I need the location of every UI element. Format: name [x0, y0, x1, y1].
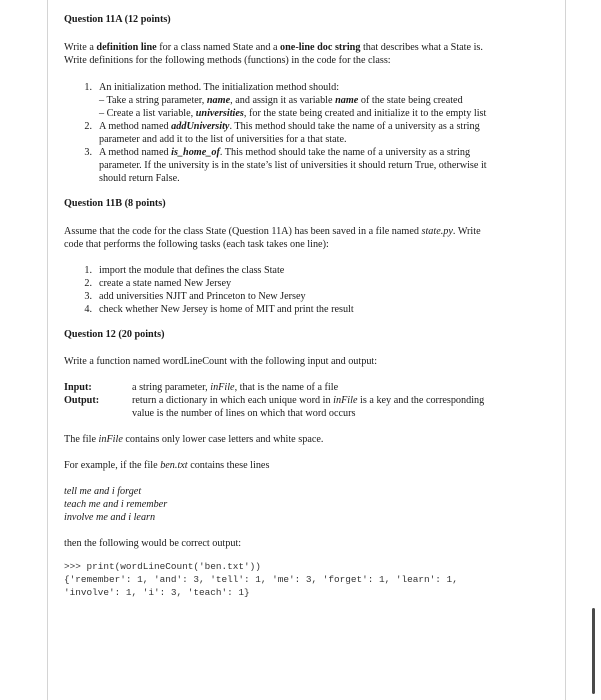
q12-heading: Question 12 (20 points) [64, 329, 165, 340]
q11b-item1-text: import the module that defines the class State [99, 265, 285, 276]
q11a-item1-number: 1. [84, 82, 92, 93]
q12-then-text: then the following would be correct output: [64, 538, 242, 549]
q11b-item4-text: check whether New Jersey is home of MIT and print the result [99, 304, 354, 315]
q11a-item3-line3: should return False. [99, 173, 180, 184]
q11b-intro-line2: code that performs the following tasks (each task takes one line): [64, 239, 329, 250]
q12-output-line1: return a dictionary in which each unique word in inFile is a key and the corresponding [132, 395, 485, 406]
q12-output-line2: value is the number of lines on which that word occurs [132, 408, 356, 419]
q11b-heading: Question 11B (8 points) [64, 198, 166, 209]
q11a-item2-line1: A method named addUniversity. This method should take the name of a university as a string [99, 121, 480, 132]
q11a-item2-number: 2. [84, 121, 92, 132]
q12-output-label: Output: [64, 395, 100, 406]
q12-example-note: For example, if the file ben.txt contains these lines [64, 460, 270, 471]
page-left-border [47, 0, 48, 700]
q11a-item1-line2: – Take a string parameter, name, and assign it as variable name of the state being created [99, 95, 463, 106]
q11b-item3-text: add universities NJIT and Princeton to New Jersey [99, 291, 306, 302]
q11b-item2-number: 2. [84, 278, 92, 289]
q12-code-line3: 'involve': 1, 'i': 3, 'teach': 1} [64, 587, 250, 598]
q12-input-label: Input: [64, 382, 92, 393]
q11a-intro-line1: Write a definition line for a class named State and a one-line doc string that describes what a State is. [64, 42, 483, 53]
q12-code-line2: {'remember': 1, 'and': 3, 'tell': 1, 'me': 3, 'forget': 1, 'learn': 1, [64, 574, 458, 585]
q12-code-line1: >>> print(wordLineCount('ben.txt')) [64, 561, 261, 572]
q12-poem-line2: teach me and i remember [64, 499, 168, 510]
q12-poem-line1: tell me and i forget [64, 486, 142, 497]
q11a-item3-number: 3. [84, 147, 92, 158]
q11b-intro-line1: Assume that the code for the class State (Question 11A) has been saved in a file named state.py. Write [64, 226, 481, 237]
q11b-item2-text: create a state named New Jersey [99, 278, 232, 289]
q11a-item3-line2: parameter. If the university is in the state’s list of universities it should return True, otherwise it [99, 160, 487, 171]
q11b-item1-number: 1. [84, 265, 92, 276]
q11b-item3-number: 3. [84, 291, 92, 302]
page-right-border [565, 0, 566, 700]
q12-poem-line3: involve me and i learn [64, 512, 156, 523]
q11a-item1-line3: – Create a list variable, universities, for the state being created and initialize it to the empty list [99, 108, 487, 119]
q12-intro: Write a function named wordLineCount with the following input and output: [64, 356, 378, 367]
q11a-item2-line2: parameter and add it to the list of universities for a that state. [99, 134, 347, 145]
q11a-intro-line2: Write definitions for the following methods (functions) in the code for the class: [64, 55, 391, 66]
q12-input-text: a string parameter, inFile, that is the name of a file [132, 382, 339, 393]
q11a-heading: Question 11A (12 points) [64, 14, 171, 25]
q11a-item3-line1: A method named is_home_of. This method should take the name of a university as a string [99, 147, 471, 158]
q11b-item4-number: 4. [84, 304, 92, 315]
q12-file-note: The file inFile contains only lower case letters and white space. [64, 434, 324, 445]
vertical-scrollbar[interactable] [592, 608, 595, 694]
q11a-item1-line1: An initialization method. The initialization method should: [99, 82, 340, 93]
